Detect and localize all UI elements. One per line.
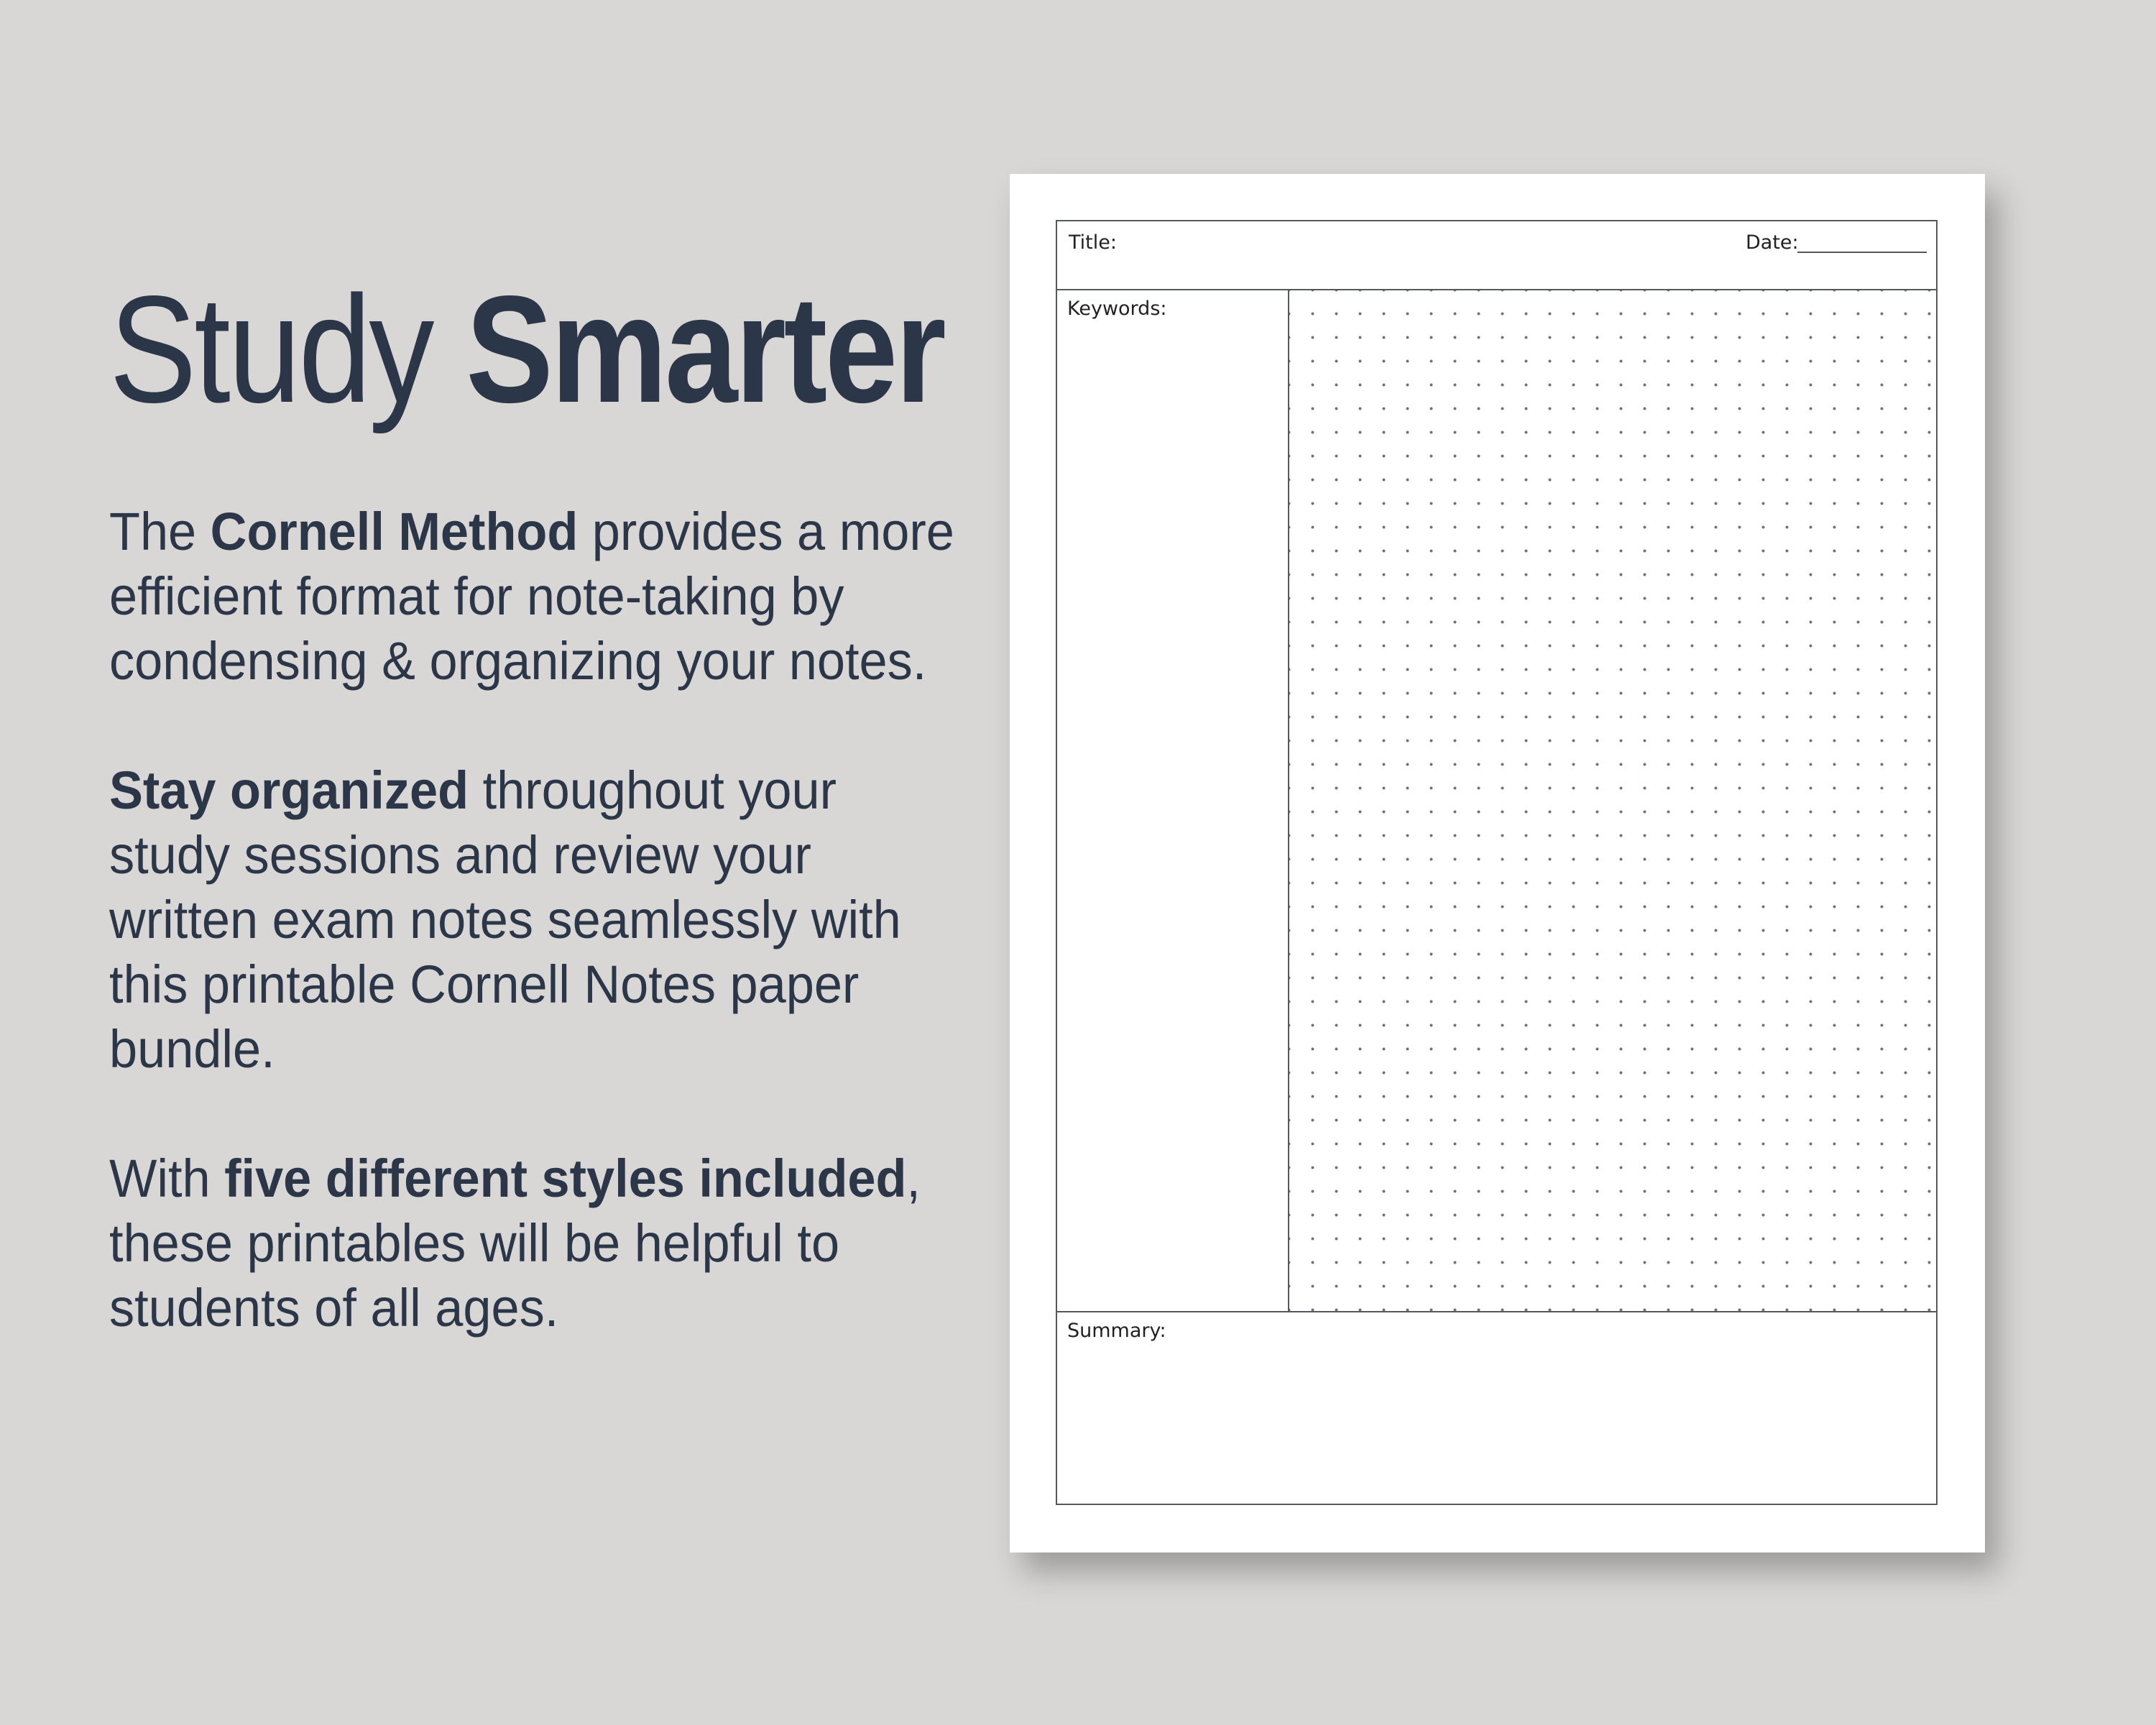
emphasis-five-styles: five different styles included	[224, 1149, 907, 1208]
paragraph-cornell-method: The Cornell Method provides a more efficient format for note-taking by condensing & organizing your notes.	[109, 502, 954, 691]
emphasis-stay-organized: Stay organized	[109, 760, 469, 820]
promo-copy	[109, 264, 972, 1338]
emphasis-cornell-method: Cornell Method	[210, 502, 579, 561]
keywords-label: Keywords:	[1067, 298, 1167, 320]
keywords-column	[1057, 290, 1289, 1311]
headline	[109, 264, 944, 434]
date-label: Date:	[1746, 231, 1799, 254]
paragraph-stay-organized: Stay organized throughout your study sessions and review your written exam notes seamlessly with this printable Cornell Notes paper bundle.	[109, 760, 901, 1079]
summary-label: Summary:	[1067, 1320, 1166, 1342]
summary-section	[1057, 1311, 1936, 1504]
paragraph-five-styles: With five different styles included, these printables will be helpful to students of all ages.	[109, 1149, 921, 1338]
cornell-notes-paper	[1010, 174, 1985, 1552]
title-row	[1057, 221, 1936, 290]
title-label: Title:	[1069, 231, 1117, 254]
dot-grid-notes-area	[1289, 290, 1936, 1311]
headline-light: Study	[109, 264, 433, 434]
paper-frame	[1056, 220, 1938, 1505]
headline-bold: Smarter	[466, 264, 944, 434]
date-underline	[1797, 252, 1927, 253]
